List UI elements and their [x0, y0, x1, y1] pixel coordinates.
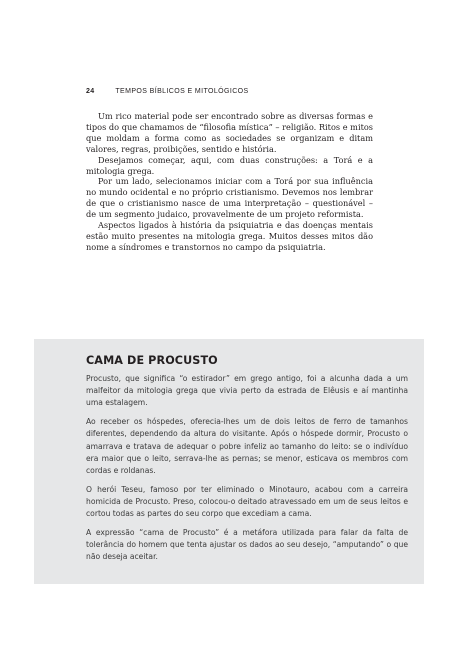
box-text: [86, 373, 408, 570]
main-body-text: [86, 111, 373, 253]
box-paragraph: Procusto, que significa “o estirador” em grego antigo, foi a alcunha dada a um malfeitor da mitologia grega que vivia perto da estrada de Elêusis e aí mantinha uma estalagem.: [86, 374, 408, 408]
body-paragraph: Por um lado, selecionamos iniciar com a Torá por sua influência no mundo ocidental e no próprio cristianismo. Devemos nos lembrar de que o cristianismo nasce de uma interpretação – questionável – de um segmento judaico, provavelmente de um projeto reformista.: [86, 176, 373, 220]
box-paragraph: Ao receber os hóspedes, oferecia-lhes um de dois leitos de ferro de tamanhos diferentes, dependendo da altura do visitante. Após o hóspede dormir, Procusto o amarrava e tratava de adequar o pobre infeliz ao tamanho do leito: se o indivíduo era maior que o leito, serrava-lhe as pernas; se menor, esticava os membros com cordas e roldanas.: [86, 417, 408, 476]
sidebar-box: [34, 339, 424, 584]
page-number: 24: [86, 88, 95, 95]
box-paragraph: A expressão “cama de Procusto” é a metáfora utilizada para falar da falta de tolerância do homem que tenta ajustar os dados ao seu desejo, “amputando” o que não deseja aceitar.: [86, 528, 408, 562]
box-paragraph: O herói Teseu, famoso por ter eliminado o Minotauro, acabou com a carreira homicida de Procusto. Preso, colocou-o deitado atravessado em um de seus leitos e cortou todas as partes do seu corpo que excediam a cama.: [86, 484, 408, 519]
body-paragraph: Aspectos ligados à história da psiquiatria e das doenças mentais estão muito presentes na mitologia grega. Muitos desses mitos dão nome a síndromes e transtornos no campo da psiquiatria.: [86, 220, 373, 252]
body-paragraph: Um rico material pode ser encontrado sobre as diversas formas e tipos do que chamamos de “filosofia mística” – religião. Ritos e mitos que moldam a forma como as sociedades se organizam e ditam valores, regras, proibições, sentido e história.: [86, 111, 373, 154]
body-paragraph: Desejamos começar, aqui, com duas construções: a Torá e a mitologia grega.: [86, 154, 373, 176]
box-title: CAMA DE PROCUSTO: [86, 354, 218, 367]
running-header: [86, 88, 386, 100]
running-head-title: TEMPOS BÍBLICOS E MITOLÓGICOS: [115, 88, 249, 95]
